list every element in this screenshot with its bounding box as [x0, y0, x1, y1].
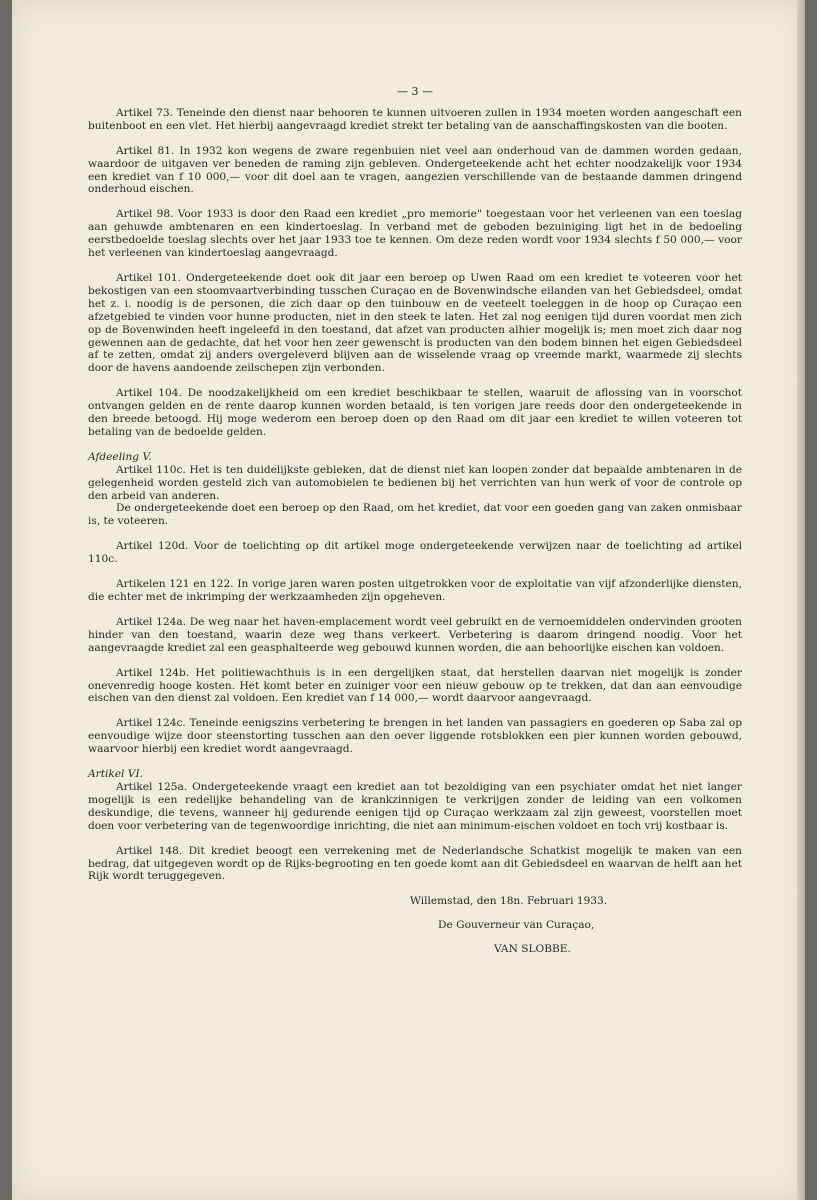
paragraph-artikel-124a: Artikel 124a. De weg naar het haven-emplacement wordt veel gebruikt en de vernoemiddelen ondervinden grooten hinder van den toestand, waarin deze weg thans verkeert. Verbetering is daarom dringend noodig. Voor het aangevraagde krediet zal een geasphalteerde weg gebouwd kunnen worden, die aan behoorlijke eischen kan voldoen.: [88, 615, 742, 654]
paragraph-artikel-110c-continued: De ondergeteekende doet een beroep op den Raad, om het krediet, dat voor een goeden gang van zaken onmisbaar is, te voteeren.: [88, 502, 742, 528]
signature-place-date: Willemstad, den 18n. Februari 1933.: [410, 895, 608, 908]
paragraph-artikel-104: Artikel 104. De noodzakelijkheid om een krediet beschikbaar te stellen, waaruit de aflossing van in voorschot ontvangen gelden en de rente daarop kunnen worden betaald, is ten vorigen jare reeds door den ondergeteekende in den breede betoogd. Hij moge wederom een beroep doen op den Raad om dit jaar een krediet te willen voteeren tot betaling van de bedoelde gelden.: [88, 387, 742, 438]
paragraph-artikel-125a: Artikel 125a. Ondergeteekende vraagt een krediet aan tot bezoldiging van een psychiater omdat het niet langer mogelijk is een redelijke behandeling van de krankzinnigen te verkrijgen zonder de leiding van een volkomen deskundige, die tevens, wanneer hij gedurende eenigen tijd op Curaçao werkzaam zal zijn geweest, voorstellen moet doen voor verbetering van de tegenwoordige inrichting, die niet aan minimum-eischen voldoet en toch vrij kostbaar is.: [88, 780, 742, 832]
paragraph-artikelen-121-122: Artikelen 121 en 122. In vorige jaren waren posten uitgetrokken voor de exploitatie van vijf afzonderlijke diensten, die echter met de inkrimping der werkzaamheden zijn opgeheven.: [88, 578, 742, 603]
paragraph-artikel-124c: Artikel 124c. Teneinde eenigszins verbetering te brengen in het landen van passagiers en goederen op Saba zal op eenvoudige wijze door steenstorting tusschen aan den oever liggende rotsblokken een pier kunnen worden gebouwd, waarvoor hierbij een krediet wordt aangevraagd.: [88, 717, 742, 756]
paragraph-artikel-73: Artikel 73. Teneinde den dienst naar behooren te kunnen uitvoeren zullen in 1934 moeten worden aangeschaft een buitenboot en een vlet. Het hierbij aangevraagd krediet strekt ter betaling van de aanschaffingskosten van die booten.: [88, 106, 742, 132]
signature-role: De Gouverneur van Curaçao,: [438, 919, 595, 932]
paragraph-artikel-81: Artikel 81. In 1932 kon wegens de zware regenbuien niet veel aan onderhoud van de dammen worden gedaan, waardoor de uitgaven ver beneden de raming zijn gebleven. Ondergeteekende acht het echter noodzakelijk voor 1934 een krediet van f 10 000,— voor dit doel aan te vragen, aangezien verschillende van de bestaande dammen dringend onderhoud eischen.: [88, 144, 742, 196]
paragraph-artikel-110c: Artikel 110c. Het is ten duidelijkste gebleken, dat de dienst niet kan loopen zonder dat bepaalde ambtenaren in de gelegenheid worden gesteld zich van automobielen te bedienen bij het verrichten van hun werk of voor de controle op den arbeid van anderen.: [88, 463, 742, 502]
paragraph-artikel-148: Artikel 148. Dit krediet beoogt een verrekening met de Nederlandsche Schatkist mogelijk te maken van een bedrag, dat uitgegeven wordt op de Rijks-begrooting en ten goede komt aan dit Gebiedsdeel en waarvan de helft aan het Rijk wordt teruggegeven.: [88, 844, 742, 883]
section-heading-artikel-vi: Artikel VI.: [88, 768, 144, 781]
paragraph-artikel-120d: Artikel 120d. Voor de toelichting op dit artikel moge ondergeteekende verwijzen naar de toelichting ad artikel 110c.: [88, 540, 742, 566]
document-body: [88, 86, 742, 956]
section-heading-afdeeling-v: Afdeeling V.: [88, 450, 152, 463]
paragraph-artikel-124b: Artikel 124b. Het politiewachthuis is in een dergelijken staat, dat herstellen daarvan niet mogelijk is zonder onevenredig hooge kosten. Het komt beter en zuiniger voor een nieuw gebouw op te trekken, dat dan aan eenvoudige eischen van den dienst zal voldoen. Een krediet van f 14 000,— wordt daarvoor aangevraagd.: [88, 666, 742, 705]
page-edge: [797, 0, 805, 1200]
page-number: — 3 —: [397, 85, 433, 98]
paragraph-artikel-101: Artikel 101. Ondergeteekende doet ook dit jaar een beroep op Uwen Raad om een krediet te voteeren voor het bekostigen van een stoomvaartverbinding tusschen Curaçao en de Bovenwindsche eilanden van het Gebiedsdeel, omdat het z. i. noodig is de personen, die zich daar op den tuinbouw en de veeteelt toeleggen in de hoop op Curaçao een afzetgebied te vinden voor hunne producten, niet in den steek te laten. Het zal nog eenigen tijd duren voordat men zich op de Bovenwinden heeft ingeleefd in den toestand, dat afzet van producten alhier mogelijk is; men moet zich daar nog gewennen aan de gedachte, dat het voor hen zeer gewenscht is producten van den bodem binnen het eigen Gebiedsdeel af te zetten, omdat zij anders overgeleverd blijven aan de wisselende vraag op vreemde markt, waarmede zij slechts door de havens aandoende zeilschepen zijn verbonden.: [88, 271, 742, 375]
document-page: [12, 0, 805, 1200]
paragraph-artikel-98: Artikel 98. Voor 1933 is door den Raad een krediet „pro memorie" toegestaan voor het verleenen van een toeslag aan gehuwde ambtenaren en een kindertoeslag. In verband met de geboden bezuiniging ligt het in de bedoeling eerstbedoelde toeslag slechts over het jaar 1933 toe te kennen. Om deze reden wordt voor 1934 slechts f 50 000,— voor het verleenen van kindertoeslag aangevraagd.: [88, 208, 742, 260]
signature-name: VAN SLOBBE.: [494, 943, 571, 956]
